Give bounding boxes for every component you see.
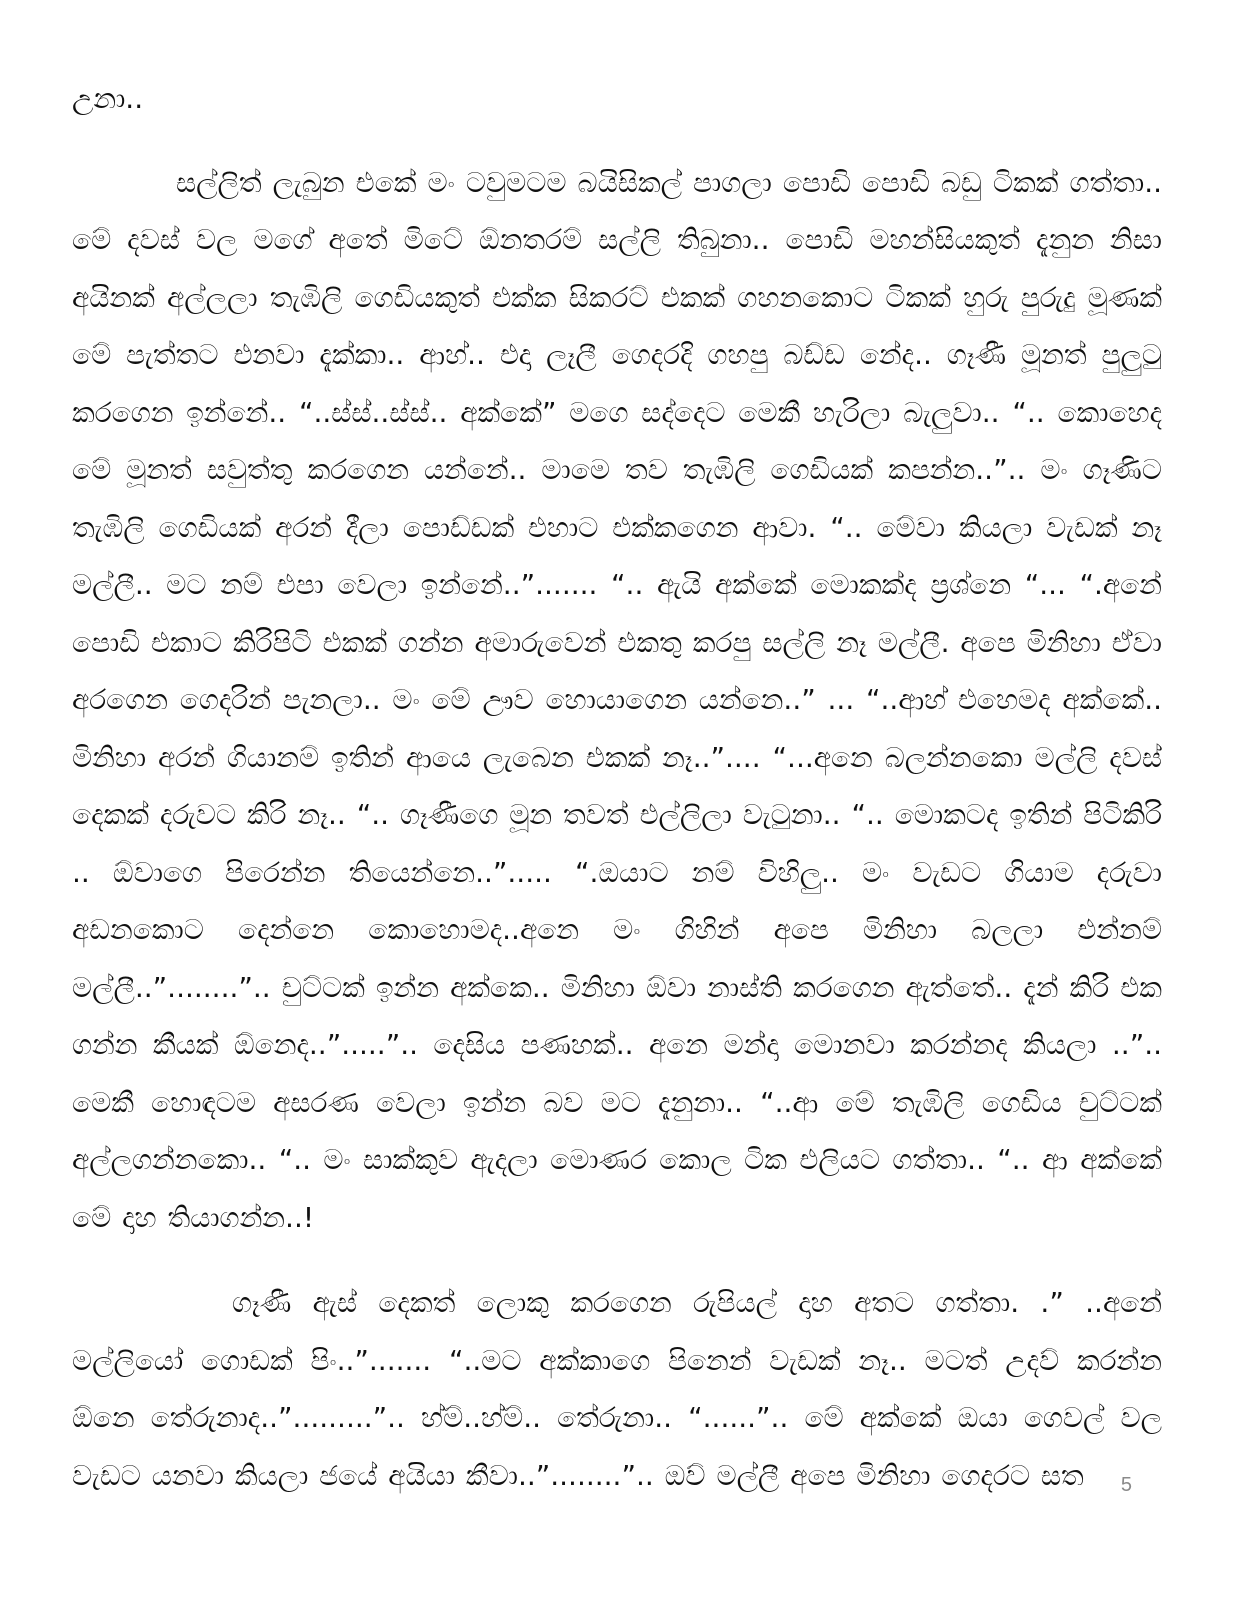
page-number: 5 <box>1120 1474 1132 1496</box>
paragraph-continuation: ගෑණී ඇස් දෙකත් ලොකු කරගෙන රුපියල් දාහ අතට ගත්තා. .” ..අනේ මල්ලියෝ ගොඩක් පිං..”....... “..මට අක්කාගෙ පිනෙන් වැඩක් නෑ.. මටත් උදව් කරන්න ඕනෙ තේරුනාද..”.........”.. හ්ම්..හ්ම්.. තේරුනා.. “......”.. මේ අක්කේ ඔයා ගෙවල් වල වැඩට යනවා කියලා ජයේ අයියා කීවා..”........”.. ඔව් මල්ලී අපෙ මිනිහා ගෙදරට සත <box>72 1286 1162 1492</box>
document-page <box>72 70 1162 1500</box>
paragraph-opening: උනා.. <box>72 82 144 115</box>
paragraph-main: සල්ලිත් ලැබුන එකේ මං ටවුමටම බයිසිකල් පාගලා පොඩි පොඩි බඩු ටිකක් ගත්තා.. මේ දවස් වල මගේ අතේ මිටේ ඕනතරම් සල්ලි තිබුනා.. පොඩි මහන්සියකුත් දැනුන නිසා අයිනක් අල්ලලා තැඹිලි ගෙඩියකුත් එක්ක සිකරට් එකක් ගහනකොට ටිකක් හුරු පුරුදු මූණක් මේ පැත්තට එනවා දැක්කා.. ආහ්.. එදා ලෑලී ගෙදරදි ගහපු බඩ්ඩ නේද.. ගෑණී මූනත් පුලුටු කරගෙන ඉන්නේ.. “..ස්ස්..ස්ස්.. අක්කේ” මගෙ සද්දෙට මෙකී හැරිලා බැලුවා.. “.. කොහෙද මේ මූනත් සවුත්තු කරගෙන යන්නේ.. මාමෙ තව තැඹිලි ගෙඩියක් කපන්න..”.. මං ගෑණිට තැඹිලි ගෙඩියක් අරන් දීලා පොඩ්ඩක් එහාට එක්කගෙන ආවා. “.. මේවා කියලා වැඩක් නෑ මල්ලී.. මට නම් එපා වෙලා ඉන්නේ..”....... “.. ඇයි අක්කේ මොකක්ද ප්‍රශ්නෙ “... “.අනේ පොඩි එකාට කිරිපිටි එකක් ගන්න අමාරුවෙන් එකතු කරපු සල්ලි නෑ මල්ලී. අපෙ මිනිහා ඒවා අරගෙන ගෙදරින් පැනලා.. මං මේ ඌව හොයාගෙන යන්නෙ..” ... “..ආහ් එහෙමද අක්කේ.. මිනිහා අරන් ගියානම් ඉතින් ආයෙ ලැබෙන එකක් නෑ..”.... “...අනෙ බලන්නකො මල්ලි දවස් දෙකක් දරුවට කිරි නෑ.. “.. ගෑණීගෙ මූන තවත් එල්ලිලා වැටුනා.. “.. මොකටද ඉතින් පිටිකිරි .. ඕවාගෙ පිරෙන්න තියෙන්නෙ..”..... “.ඔයාට නම් විහිලු.. මං වැඩට ගියාම දරුවා අඩනකොට දෙන්නෙ කොහොමද..අනෙ මං ගිහින් අපෙ මිනිහා බලලා එන්නම් මල්ලී..”........”.. චුට්ටක් ඉන්න අක්කෙ.. මිනිහා ඕවා නාස්ති කරගෙන ඇත්තේ.. දැන් කිරි එක ගන්න කීයක් ඕනෙද..”.....”.. දෙසිය පණහක්.. අනෙ මන්දා මොනවා කරන්නද කියලා ..”.. මෙකී හොඳටම අසරණ වෙලා ඉන්න බව මට දැනුනා.. “..ආ මේ තැඹිලි ගෙඩිය චුට්ටක් අල්ලගන්නකො.. “.. මං සාක්කුව ඇදලා මොණර කොල ටික එලියට ගත්තා.. “.. ආ අක්කේ මේ දාහ තියාගන්න..! <box>72 165 1162 1234</box>
paragraph-spacer <box>72 1246 1162 1274</box>
paragraph-spacer <box>72 128 1162 154</box>
